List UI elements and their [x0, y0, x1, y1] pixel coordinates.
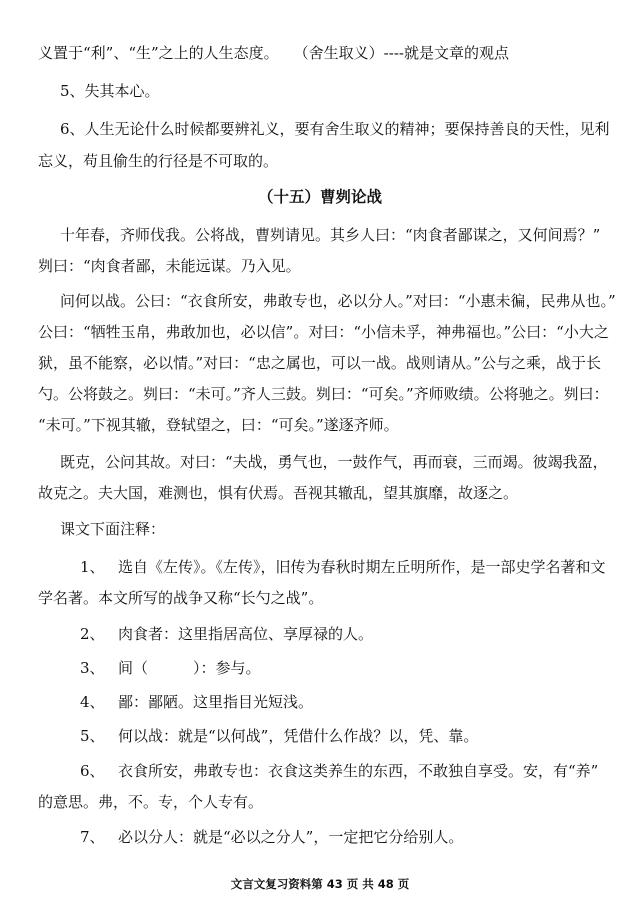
note-number: 7、	[80, 828, 105, 846]
note-number: 6、	[80, 762, 105, 780]
text-line: 忘义，苟且偷生的行径是不可取的。	[38, 152, 279, 170]
text-line: 5、失其本心。	[60, 82, 160, 100]
note-text: 衣食所安，弗敢专也：衣食这类养生的东西，不敢独自享受。安，有“养”	[118, 762, 599, 780]
note-text: 鄙：鄙陋。这里指目光短浅。	[118, 693, 314, 711]
note-number: 2、	[80, 625, 105, 643]
text-line: 义置于“利”、“生”之上的人生态度。 （舍生取义）----就是文章的观点	[38, 44, 509, 62]
paragraph-line: 十年春，齐师伐我。公将战，曹刿请见。其乡人曰：“肉食者鄙谋之，又何间焉？”	[60, 226, 601, 244]
page-footer: 文言文复习资料第 43 页 共 48 页	[230, 877, 410, 891]
paragraph-line: 刿曰：“肉食者鄙，未能远谋。乃入见。	[38, 257, 301, 275]
note-text: 必以分人：就是“必以之分人”，一定把它分给别人。	[118, 828, 464, 846]
note-text: 肉食者：这里指居高位、享厚禄的人。	[118, 625, 374, 643]
note-number: 1、	[80, 558, 105, 576]
note-text-cont: 学名著。本文所写的战争又称“长勺之战”。	[38, 589, 324, 607]
note-text: 间（ ）：参与。	[118, 659, 261, 677]
note-text: 选自《左传》。《左传》，旧传为春秋时期左丘明所作，是一部史学名著和文	[118, 558, 606, 576]
paragraph-line: 既克，公问其故。对曰：“夫战，勇气也，一鼓作气，再而衰，三而竭。彼竭我盈，	[60, 453, 608, 471]
paragraph-line: 狱，虽不能察，必以情。”对曰：“忠之属也，可以一战。战则请从。”公与之乘，战于长	[38, 354, 602, 372]
paragraph-line: 问何以战。公曰：“衣食所安，弗敢专也，必以分人。”对曰：“小惠未徧，民弗从也。”	[60, 292, 616, 310]
section-title: （十五）曹刿论战	[257, 187, 382, 206]
text-line: 6、人生无论什么时候都要辨礼义，要有舍生取义的精神；要保持善良的天性，见利	[60, 120, 610, 138]
notes-heading: 课文下面注释：	[60, 520, 166, 538]
paragraph-line: “未可。”下视其辙，登轼望之，曰：“可矣。”遂逐齐师。	[38, 416, 399, 434]
paragraph-line: 故克之。夫大国，难测也，惧有伏焉。吾视其辙乱，望其旗靡，故逐之。	[38, 484, 519, 502]
note-text-cont: 的意思。弗，不。专，个人专有。	[38, 793, 264, 811]
paragraph-line: 勺。公将鼓之。刿曰：“未可。”齐人三鼓。刿曰：“可矣。”齐师败绩。公将驰之。刿曰：	[38, 385, 609, 403]
note-number: 4、	[80, 693, 105, 711]
note-text: 何以战：就是“以何战”，凭借什么作战？以，凭、靠。	[118, 727, 479, 745]
note-number: 3、	[80, 659, 105, 677]
paragraph-line: 公曰：“牺牲玉帛，弗敢加也，必以信”。对曰：“小信未孚，神弗福也。”公曰：“小大之	[38, 323, 609, 341]
note-number: 5、	[80, 727, 105, 745]
